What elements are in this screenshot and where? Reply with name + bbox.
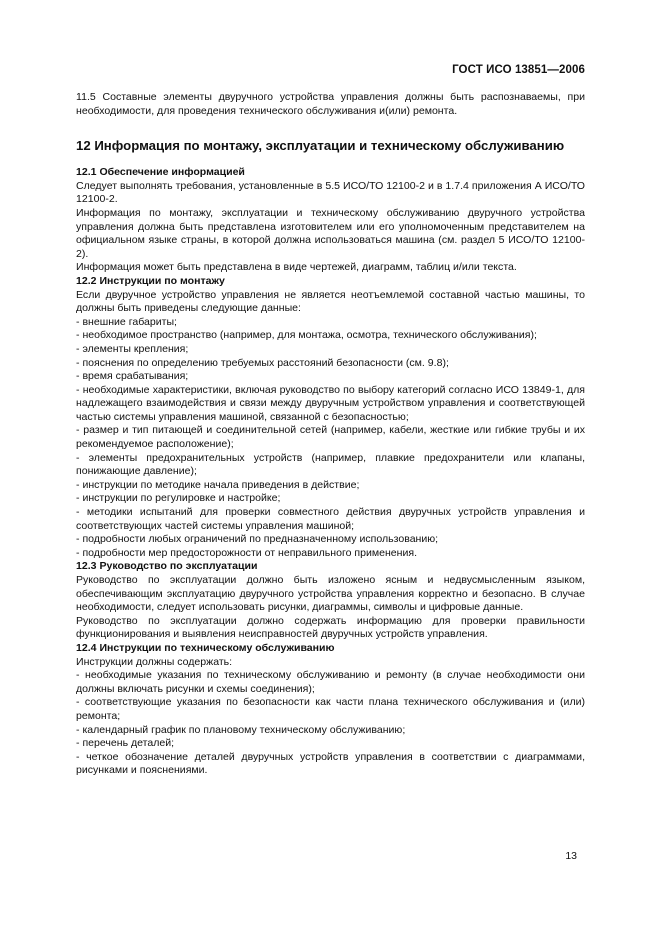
list-item: - необходимое пространство (например, для монтажа, осмотра, технического обслуживания); <box>76 329 537 342</box>
page-number: 13 <box>565 850 577 862</box>
document-body <box>76 91 585 778</box>
paragraph-11-5: 11.5 Составные элементы двуручного устройства управления должны быть распознаваемы, при необходимости, для проведения технического обслуживания и(или) ремонта. <box>76 91 585 117</box>
paragraph: Руководство по эксплуатации должно быть изложено ясным и недвусмысленным языком, обеспечивающим эксплуатацию двуручного устройства управления корректно и безопасно. В случае необходимости, следует использовать рисунки, диаграммы, символы и цифровые данные. <box>76 574 585 614</box>
list-item: - подробности мер предосторожности от неправильного применения. <box>76 546 418 559</box>
list-item: - пояснения по определению требуемых расстояний безопасности (см. 9.8); <box>76 356 449 369</box>
paragraph: Инструкции должны содержать: <box>76 655 233 668</box>
list-item: - перечень деталей; <box>76 737 175 750</box>
list-item: - внешние габариты; <box>76 315 177 328</box>
subsection-12-1-heading: 12.1 Обеспечение информацией <box>76 166 245 179</box>
section-12-title: 12 Информация по монтажу, эксплуатации и техническому обслуживанию <box>76 138 565 154</box>
paragraph: Следует выполнять требования, установленные в 5.5 ИСО/ТО 12100-2 и в 1.7.4 приложения А ИСО/ТО 12100-2. <box>76 179 585 206</box>
list-item: - размер и тип питающей и соединительной сетей (например, кабели, жесткие или гибкие трубы и их рекомендуемое расположение); <box>76 424 585 451</box>
list-item: - инструкции по регулировке и настройке; <box>76 492 281 505</box>
paragraph: Информация по монтажу, эксплуатации и техническому обслуживанию двуручного устройства управления должна быть представлена изготовителем или его уполномоченным представителем на официальном языке страны, в которой должна использоваться машина (см. раздел 5 ИСО/ТО 12100-2). <box>76 206 585 260</box>
paragraph: Руководство по эксплуатации должно содержать информацию для проверки правильности функционирования и выявления неисправностей двуручных устройств управления. <box>76 614 585 641</box>
document-code: ГОСТ ИСО 13851—2006 <box>452 64 585 76</box>
subsection-12-3-heading: 12.3 Руководство по эксплуатации <box>76 560 258 573</box>
subsection-12-4-heading: 12.4 Инструкции по техническому обслуживанию <box>76 641 335 654</box>
list-item: - необходимые характеристики, включая руководство по выбору категорий согласно ИСО 13849-1, для надлежащего взаимодействия и связи между двуручным устройством управления и соответствующей частью системы управления машиной, связанной с безопасностью; <box>76 383 585 423</box>
paragraph: Если двуручное устройство управления не является неотъемлемой составной частью машины, то должны быть приведены следующие данные: <box>76 288 585 315</box>
list-item: - календарный график по плановому техническому обслуживанию; <box>76 723 406 736</box>
list-item: - элементы крепления; <box>76 342 189 355</box>
list-item: - четкое обозначение деталей двуручных устройств управления в соответствии с диаграммами, рисунками и пояснениями. <box>76 750 585 777</box>
list-item: - инструкции по методике начала приведения в действие; <box>76 478 360 491</box>
list-item: - необходимые указания по техническому обслуживанию и ремонту (в случае необходимости они должны включать рисунки и схемы соединения); <box>76 669 585 695</box>
paragraph: Информация может быть представлена в виде чертежей, диаграмм, таблиц и/или текста. <box>76 261 517 274</box>
list-item: - методики испытаний для проверки совместного действия двуручных устройств управления и соответствующих частей системы управления машиной; <box>76 506 585 532</box>
list-item: - время срабатывания; <box>76 370 189 383</box>
list-item: - соответствующие указания по безопасности как части плана технического обслуживания и (или) ремонта; <box>76 696 585 722</box>
list-item: - элементы предохранительных устройств (например, плавкие предохранители или клапаны, понижающие давление); <box>76 451 585 478</box>
subsection-12-2-heading: 12.2 Инструкции по монтажу <box>76 274 225 287</box>
list-item: - подробности любых ограничений по предназначенному использованию; <box>76 533 439 546</box>
